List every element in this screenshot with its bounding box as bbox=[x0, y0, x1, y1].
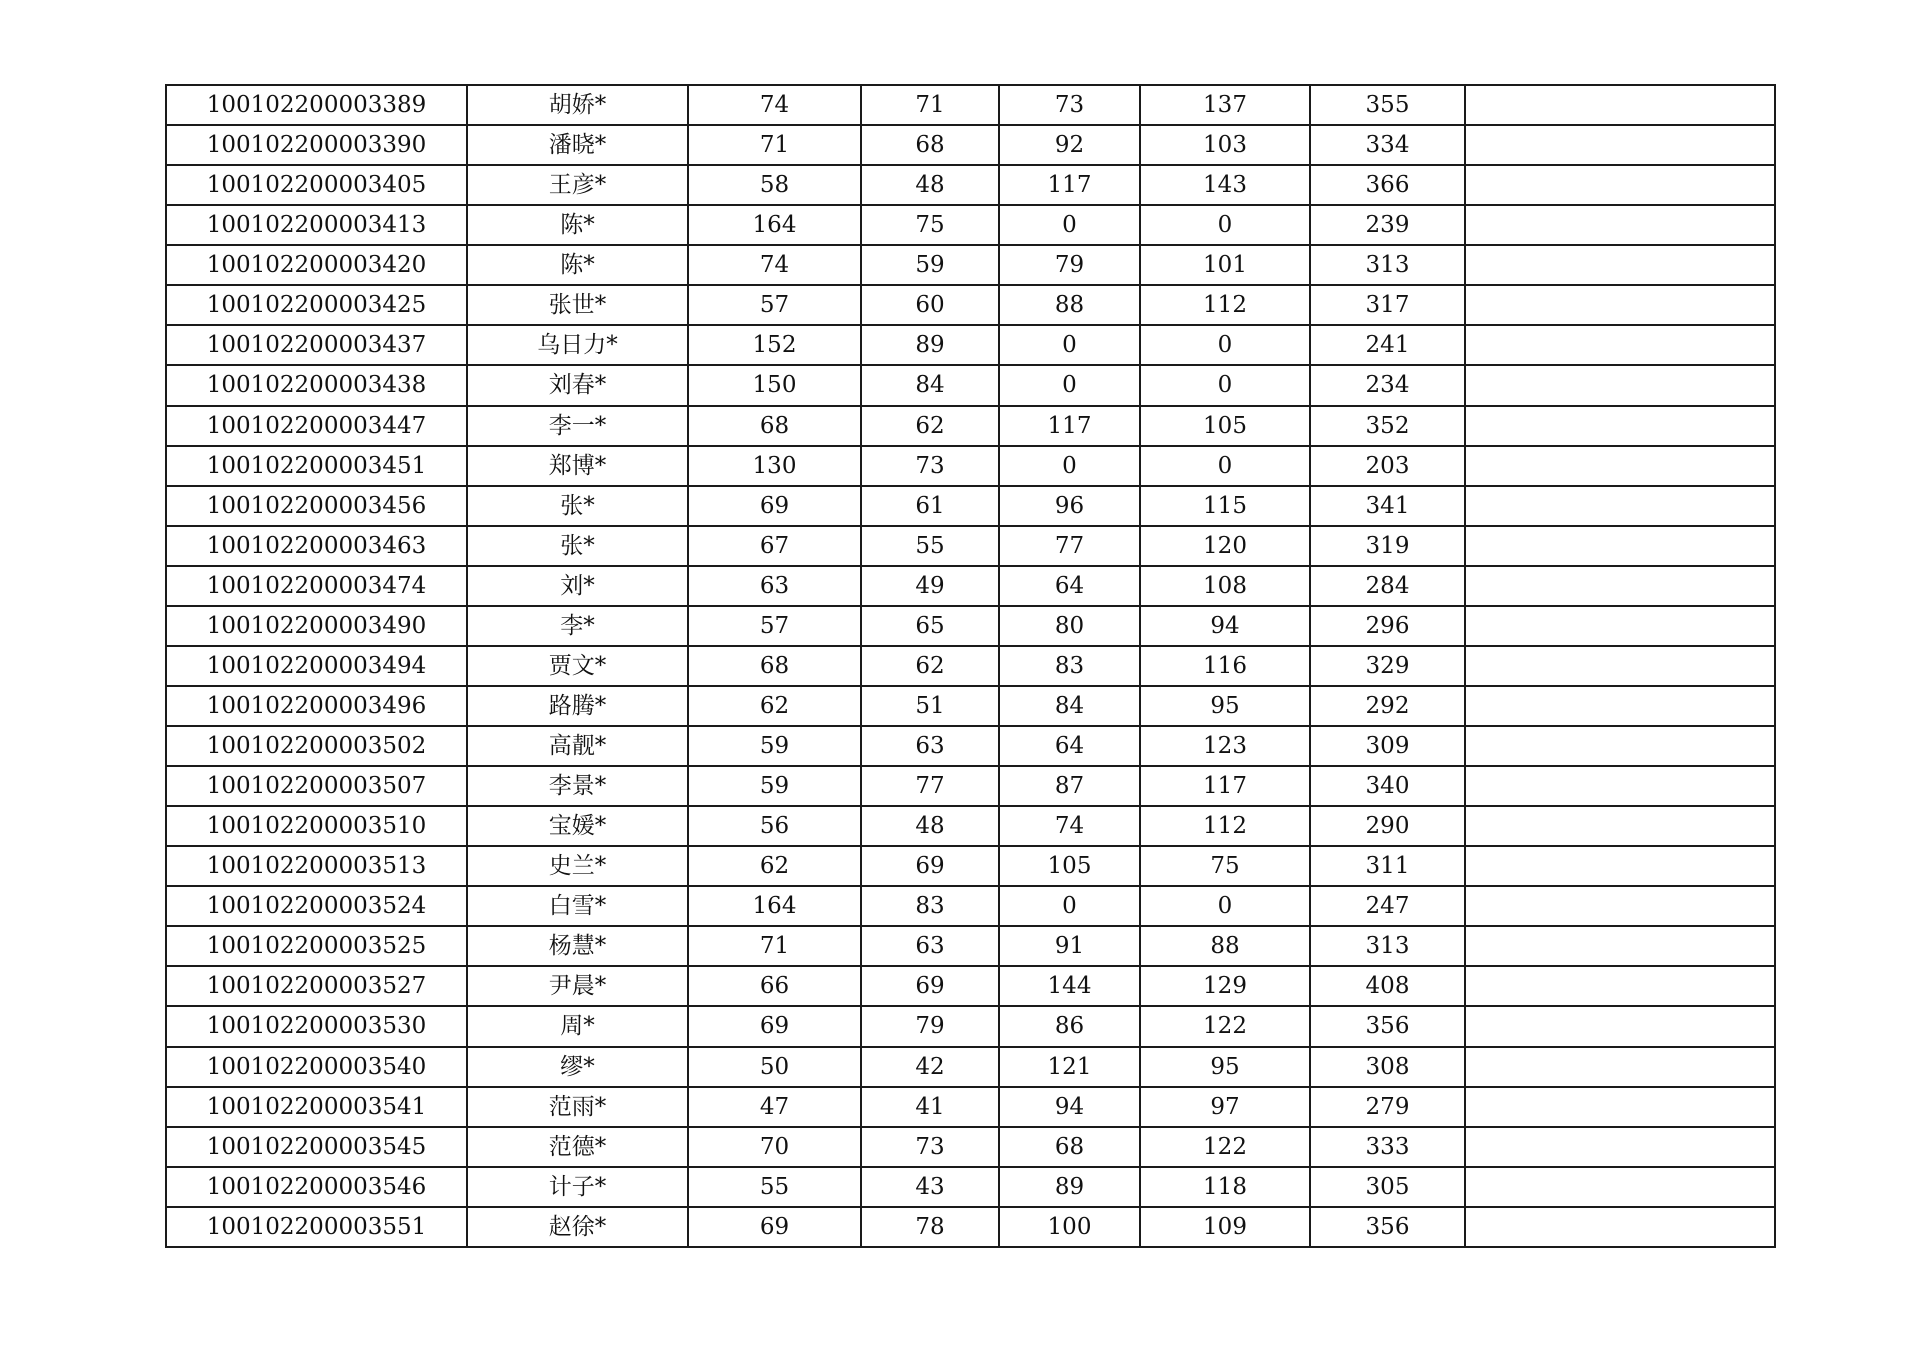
score-4-cell: 103 bbox=[1140, 125, 1310, 165]
note-cell bbox=[1465, 406, 1775, 446]
total-score-cell: 292 bbox=[1310, 686, 1465, 726]
total-score-cell: 203 bbox=[1310, 446, 1465, 486]
table-row bbox=[166, 325, 1775, 365]
score-3-cell: 0 bbox=[999, 325, 1140, 365]
total-score-cell: 356 bbox=[1310, 1006, 1465, 1046]
candidate-name-cell: 张世* bbox=[467, 285, 688, 325]
candidate-id-cell: 100102200003474 bbox=[166, 566, 467, 606]
score-2-cell: 78 bbox=[861, 1207, 999, 1247]
score-3-cell: 73 bbox=[999, 85, 1140, 125]
candidate-id-cell: 100102200003390 bbox=[166, 125, 467, 165]
score-4-cell: 118 bbox=[1140, 1167, 1310, 1207]
score-4-cell: 116 bbox=[1140, 646, 1310, 686]
candidate-id-cell: 100102200003490 bbox=[166, 606, 467, 646]
score-3-cell: 121 bbox=[999, 1047, 1140, 1087]
note-cell bbox=[1465, 886, 1775, 926]
score-4-cell: 0 bbox=[1140, 325, 1310, 365]
candidate-id-cell: 100102200003525 bbox=[166, 926, 467, 966]
note-cell bbox=[1465, 1006, 1775, 1046]
table-row bbox=[166, 646, 1775, 686]
table-row bbox=[166, 846, 1775, 886]
score-3-cell: 117 bbox=[999, 165, 1140, 205]
note-cell bbox=[1465, 446, 1775, 486]
total-score-cell: 319 bbox=[1310, 526, 1465, 566]
score-4-cell: 105 bbox=[1140, 406, 1310, 446]
score-2-cell: 65 bbox=[861, 606, 999, 646]
score-1-cell: 66 bbox=[688, 966, 861, 1006]
score-4-cell: 122 bbox=[1140, 1127, 1310, 1167]
score-4-cell: 143 bbox=[1140, 165, 1310, 205]
table-row bbox=[166, 686, 1775, 726]
score-1-cell: 152 bbox=[688, 325, 861, 365]
candidate-id-cell: 100102200003551 bbox=[166, 1207, 467, 1247]
note-cell bbox=[1465, 365, 1775, 405]
score-1-cell: 150 bbox=[688, 365, 861, 405]
score-4-cell: 120 bbox=[1140, 526, 1310, 566]
score-1-cell: 56 bbox=[688, 806, 861, 846]
score-2-cell: 69 bbox=[861, 846, 999, 886]
score-4-cell: 122 bbox=[1140, 1006, 1310, 1046]
candidate-id-cell: 100102200003420 bbox=[166, 245, 467, 285]
candidate-id-cell: 100102200003456 bbox=[166, 486, 467, 526]
note-cell bbox=[1465, 646, 1775, 686]
score-3-cell: 79 bbox=[999, 245, 1140, 285]
score-3-cell: 68 bbox=[999, 1127, 1140, 1167]
score-3-cell: 0 bbox=[999, 886, 1140, 926]
candidate-id-cell: 100102200003545 bbox=[166, 1127, 467, 1167]
score-3-cell: 94 bbox=[999, 1087, 1140, 1127]
total-score-cell: 329 bbox=[1310, 646, 1465, 686]
note-cell bbox=[1465, 1127, 1775, 1167]
score-2-cell: 84 bbox=[861, 365, 999, 405]
total-score-cell: 241 bbox=[1310, 325, 1465, 365]
table-row bbox=[166, 806, 1775, 846]
score-4-cell: 108 bbox=[1140, 566, 1310, 606]
score-2-cell: 49 bbox=[861, 566, 999, 606]
note-cell bbox=[1465, 806, 1775, 846]
table-row bbox=[166, 566, 1775, 606]
candidate-name-cell: 李* bbox=[467, 606, 688, 646]
score-2-cell: 60 bbox=[861, 285, 999, 325]
score-1-cell: 58 bbox=[688, 165, 861, 205]
candidate-id-cell: 100102200003540 bbox=[166, 1047, 467, 1087]
note-cell bbox=[1465, 85, 1775, 125]
score-4-cell: 123 bbox=[1140, 726, 1310, 766]
score-3-cell: 144 bbox=[999, 966, 1140, 1006]
candidate-id-cell: 100102200003425 bbox=[166, 285, 467, 325]
candidate-id-cell: 100102200003502 bbox=[166, 726, 467, 766]
score-2-cell: 75 bbox=[861, 205, 999, 245]
table-row bbox=[166, 486, 1775, 526]
total-score-cell: 352 bbox=[1310, 406, 1465, 446]
total-score-cell: 313 bbox=[1310, 926, 1465, 966]
score-4-cell: 129 bbox=[1140, 966, 1310, 1006]
note-cell bbox=[1465, 566, 1775, 606]
score-1-cell: 164 bbox=[688, 886, 861, 926]
table-row bbox=[166, 165, 1775, 205]
note-cell bbox=[1465, 606, 1775, 646]
table-row bbox=[166, 285, 1775, 325]
candidate-name-cell: 李一* bbox=[467, 406, 688, 446]
table-row bbox=[166, 526, 1775, 566]
total-score-cell: 296 bbox=[1310, 606, 1465, 646]
score-2-cell: 63 bbox=[861, 926, 999, 966]
candidate-name-cell: 缪* bbox=[467, 1047, 688, 1087]
candidate-id-cell: 100102200003438 bbox=[166, 365, 467, 405]
score-3-cell: 96 bbox=[999, 486, 1140, 526]
table-row bbox=[166, 365, 1775, 405]
table-row bbox=[166, 1006, 1775, 1046]
candidate-name-cell: 白雪* bbox=[467, 886, 688, 926]
total-score-cell: 333 bbox=[1310, 1127, 1465, 1167]
table-row bbox=[166, 1087, 1775, 1127]
candidate-name-cell: 史兰* bbox=[467, 846, 688, 886]
total-score-cell: 234 bbox=[1310, 365, 1465, 405]
score-4-cell: 109 bbox=[1140, 1207, 1310, 1247]
score-1-cell: 59 bbox=[688, 726, 861, 766]
candidate-id-cell: 100102200003496 bbox=[166, 686, 467, 726]
score-4-cell: 112 bbox=[1140, 806, 1310, 846]
candidate-id-cell: 100102200003405 bbox=[166, 165, 467, 205]
candidate-name-cell: 郑博* bbox=[467, 446, 688, 486]
table-row bbox=[166, 726, 1775, 766]
candidate-id-cell: 100102200003447 bbox=[166, 406, 467, 446]
score-4-cell: 95 bbox=[1140, 1047, 1310, 1087]
candidate-name-cell: 赵徐* bbox=[467, 1207, 688, 1247]
candidate-id-cell: 100102200003463 bbox=[166, 526, 467, 566]
note-cell bbox=[1465, 245, 1775, 285]
score-2-cell: 83 bbox=[861, 886, 999, 926]
candidate-name-cell: 李景* bbox=[467, 766, 688, 806]
table-row bbox=[166, 966, 1775, 1006]
score-4-cell: 0 bbox=[1140, 886, 1310, 926]
candidate-id-cell: 100102200003507 bbox=[166, 766, 467, 806]
score-4-cell: 95 bbox=[1140, 686, 1310, 726]
candidate-name-cell: 贾文* bbox=[467, 646, 688, 686]
score-2-cell: 62 bbox=[861, 646, 999, 686]
candidate-name-cell: 宝媛* bbox=[467, 806, 688, 846]
note-cell bbox=[1465, 686, 1775, 726]
note-cell bbox=[1465, 526, 1775, 566]
score-1-cell: 69 bbox=[688, 486, 861, 526]
candidate-name-cell: 王彦* bbox=[467, 165, 688, 205]
total-score-cell: 311 bbox=[1310, 846, 1465, 886]
score-4-cell: 0 bbox=[1140, 446, 1310, 486]
score-1-cell: 55 bbox=[688, 1167, 861, 1207]
total-score-cell: 366 bbox=[1310, 165, 1465, 205]
score-1-cell: 50 bbox=[688, 1047, 861, 1087]
score-1-cell: 69 bbox=[688, 1006, 861, 1046]
total-score-cell: 247 bbox=[1310, 886, 1465, 926]
total-score-cell: 340 bbox=[1310, 766, 1465, 806]
candidate-name-cell: 陈* bbox=[467, 205, 688, 245]
score-1-cell: 130 bbox=[688, 446, 861, 486]
score-1-cell: 62 bbox=[688, 846, 861, 886]
score-1-cell: 164 bbox=[688, 205, 861, 245]
candidate-name-cell: 计子* bbox=[467, 1167, 688, 1207]
score-4-cell: 97 bbox=[1140, 1087, 1310, 1127]
total-score-cell: 313 bbox=[1310, 245, 1465, 285]
candidate-name-cell: 刘* bbox=[467, 566, 688, 606]
score-2-cell: 48 bbox=[861, 806, 999, 846]
score-1-cell: 69 bbox=[688, 1207, 861, 1247]
table-row bbox=[166, 205, 1775, 245]
score-1-cell: 71 bbox=[688, 926, 861, 966]
candidate-name-cell: 张* bbox=[467, 486, 688, 526]
candidate-id-cell: 100102200003510 bbox=[166, 806, 467, 846]
score-2-cell: 73 bbox=[861, 446, 999, 486]
score-4-cell: 94 bbox=[1140, 606, 1310, 646]
candidate-id-cell: 100102200003546 bbox=[166, 1167, 467, 1207]
score-4-cell: 137 bbox=[1140, 85, 1310, 125]
score-table-body bbox=[166, 85, 1775, 1247]
score-2-cell: 43 bbox=[861, 1167, 999, 1207]
candidate-id-cell: 100102200003541 bbox=[166, 1087, 467, 1127]
score-3-cell: 84 bbox=[999, 686, 1140, 726]
score-1-cell: 70 bbox=[688, 1127, 861, 1167]
score-4-cell: 112 bbox=[1140, 285, 1310, 325]
candidate-id-cell: 100102200003413 bbox=[166, 205, 467, 245]
note-cell bbox=[1465, 1087, 1775, 1127]
candidate-name-cell: 尹晨* bbox=[467, 966, 688, 1006]
candidate-id-cell: 100102200003494 bbox=[166, 646, 467, 686]
score-2-cell: 59 bbox=[861, 245, 999, 285]
score-3-cell: 117 bbox=[999, 406, 1140, 446]
score-1-cell: 47 bbox=[688, 1087, 861, 1127]
table-row bbox=[166, 606, 1775, 646]
score-1-cell: 62 bbox=[688, 686, 861, 726]
candidate-id-cell: 100102200003524 bbox=[166, 886, 467, 926]
score-3-cell: 0 bbox=[999, 365, 1140, 405]
score-3-cell: 0 bbox=[999, 205, 1140, 245]
score-1-cell: 68 bbox=[688, 646, 861, 686]
note-cell bbox=[1465, 926, 1775, 966]
table-row bbox=[166, 766, 1775, 806]
score-3-cell: 88 bbox=[999, 285, 1140, 325]
score-2-cell: 42 bbox=[861, 1047, 999, 1087]
total-score-cell: 334 bbox=[1310, 125, 1465, 165]
candidate-name-cell: 范雨* bbox=[467, 1087, 688, 1127]
score-4-cell: 101 bbox=[1140, 245, 1310, 285]
score-2-cell: 55 bbox=[861, 526, 999, 566]
note-cell bbox=[1465, 1047, 1775, 1087]
note-cell bbox=[1465, 325, 1775, 365]
candidate-id-cell: 100102200003437 bbox=[166, 325, 467, 365]
score-2-cell: 48 bbox=[861, 165, 999, 205]
score-2-cell: 77 bbox=[861, 766, 999, 806]
score-1-cell: 71 bbox=[688, 125, 861, 165]
total-score-cell: 305 bbox=[1310, 1167, 1465, 1207]
score-3-cell: 64 bbox=[999, 566, 1140, 606]
score-3-cell: 80 bbox=[999, 606, 1140, 646]
candidate-id-cell: 100102200003513 bbox=[166, 846, 467, 886]
candidate-name-cell: 高靓* bbox=[467, 726, 688, 766]
table-row bbox=[166, 1207, 1775, 1247]
score-3-cell: 87 bbox=[999, 766, 1140, 806]
total-score-cell: 308 bbox=[1310, 1047, 1465, 1087]
score-1-cell: 74 bbox=[688, 85, 861, 125]
score-3-cell: 74 bbox=[999, 806, 1140, 846]
table-row bbox=[166, 1047, 1775, 1087]
score-3-cell: 77 bbox=[999, 526, 1140, 566]
candidate-id-cell: 100102200003530 bbox=[166, 1006, 467, 1046]
score-1-cell: 63 bbox=[688, 566, 861, 606]
table-row bbox=[166, 85, 1775, 125]
note-cell bbox=[1465, 165, 1775, 205]
score-1-cell: 57 bbox=[688, 606, 861, 646]
candidate-id-cell: 100102200003389 bbox=[166, 85, 467, 125]
total-score-cell: 408 bbox=[1310, 966, 1465, 1006]
total-score-cell: 356 bbox=[1310, 1207, 1465, 1247]
note-cell bbox=[1465, 1207, 1775, 1247]
score-2-cell: 68 bbox=[861, 125, 999, 165]
score-2-cell: 69 bbox=[861, 966, 999, 1006]
score-4-cell: 115 bbox=[1140, 486, 1310, 526]
score-2-cell: 71 bbox=[861, 85, 999, 125]
score-2-cell: 41 bbox=[861, 1087, 999, 1127]
score-2-cell: 89 bbox=[861, 325, 999, 365]
score-2-cell: 63 bbox=[861, 726, 999, 766]
score-3-cell: 89 bbox=[999, 1167, 1140, 1207]
score-4-cell: 117 bbox=[1140, 766, 1310, 806]
note-cell bbox=[1465, 285, 1775, 325]
score-3-cell: 91 bbox=[999, 926, 1140, 966]
score-2-cell: 62 bbox=[861, 406, 999, 446]
score-3-cell: 0 bbox=[999, 446, 1140, 486]
score-3-cell: 100 bbox=[999, 1207, 1140, 1247]
table-row bbox=[166, 446, 1775, 486]
note-cell bbox=[1465, 726, 1775, 766]
candidate-name-cell: 胡娇* bbox=[467, 85, 688, 125]
total-score-cell: 279 bbox=[1310, 1087, 1465, 1127]
total-score-cell: 309 bbox=[1310, 726, 1465, 766]
score-3-cell: 83 bbox=[999, 646, 1140, 686]
table-row bbox=[166, 125, 1775, 165]
score-table bbox=[165, 84, 1776, 1248]
total-score-cell: 317 bbox=[1310, 285, 1465, 325]
score-3-cell: 92 bbox=[999, 125, 1140, 165]
score-2-cell: 61 bbox=[861, 486, 999, 526]
candidate-name-cell: 周* bbox=[467, 1006, 688, 1046]
note-cell bbox=[1465, 846, 1775, 886]
score-4-cell: 0 bbox=[1140, 205, 1310, 245]
score-1-cell: 68 bbox=[688, 406, 861, 446]
table-row bbox=[166, 886, 1775, 926]
note-cell bbox=[1465, 966, 1775, 1006]
note-cell bbox=[1465, 1167, 1775, 1207]
candidate-name-cell: 杨慧* bbox=[467, 926, 688, 966]
table-row bbox=[166, 245, 1775, 285]
note-cell bbox=[1465, 486, 1775, 526]
candidate-name-cell: 路腾* bbox=[467, 686, 688, 726]
candidate-id-cell: 100102200003451 bbox=[166, 446, 467, 486]
score-3-cell: 64 bbox=[999, 726, 1140, 766]
score-1-cell: 67 bbox=[688, 526, 861, 566]
score-3-cell: 86 bbox=[999, 1006, 1140, 1046]
score-1-cell: 57 bbox=[688, 285, 861, 325]
score-4-cell: 0 bbox=[1140, 365, 1310, 405]
score-1-cell: 59 bbox=[688, 766, 861, 806]
table-row bbox=[166, 1127, 1775, 1167]
score-3-cell: 105 bbox=[999, 846, 1140, 886]
total-score-cell: 284 bbox=[1310, 566, 1465, 606]
total-score-cell: 355 bbox=[1310, 85, 1465, 125]
candidate-name-cell: 范德* bbox=[467, 1127, 688, 1167]
candidate-id-cell: 100102200003527 bbox=[166, 966, 467, 1006]
score-1-cell: 74 bbox=[688, 245, 861, 285]
total-score-cell: 239 bbox=[1310, 205, 1465, 245]
note-cell bbox=[1465, 766, 1775, 806]
candidate-name-cell: 乌日力* bbox=[467, 325, 688, 365]
candidate-name-cell: 潘晓* bbox=[467, 125, 688, 165]
score-4-cell: 88 bbox=[1140, 926, 1310, 966]
table-row bbox=[166, 1167, 1775, 1207]
total-score-cell: 290 bbox=[1310, 806, 1465, 846]
note-cell bbox=[1465, 125, 1775, 165]
table-row bbox=[166, 926, 1775, 966]
candidate-name-cell: 张* bbox=[467, 526, 688, 566]
total-score-cell: 341 bbox=[1310, 486, 1465, 526]
score-2-cell: 79 bbox=[861, 1006, 999, 1046]
table-row bbox=[166, 406, 1775, 446]
candidate-name-cell: 刘春* bbox=[467, 365, 688, 405]
score-2-cell: 51 bbox=[861, 686, 999, 726]
candidate-name-cell: 陈* bbox=[467, 245, 688, 285]
score-2-cell: 73 bbox=[861, 1127, 999, 1167]
note-cell bbox=[1465, 205, 1775, 245]
score-4-cell: 75 bbox=[1140, 846, 1310, 886]
